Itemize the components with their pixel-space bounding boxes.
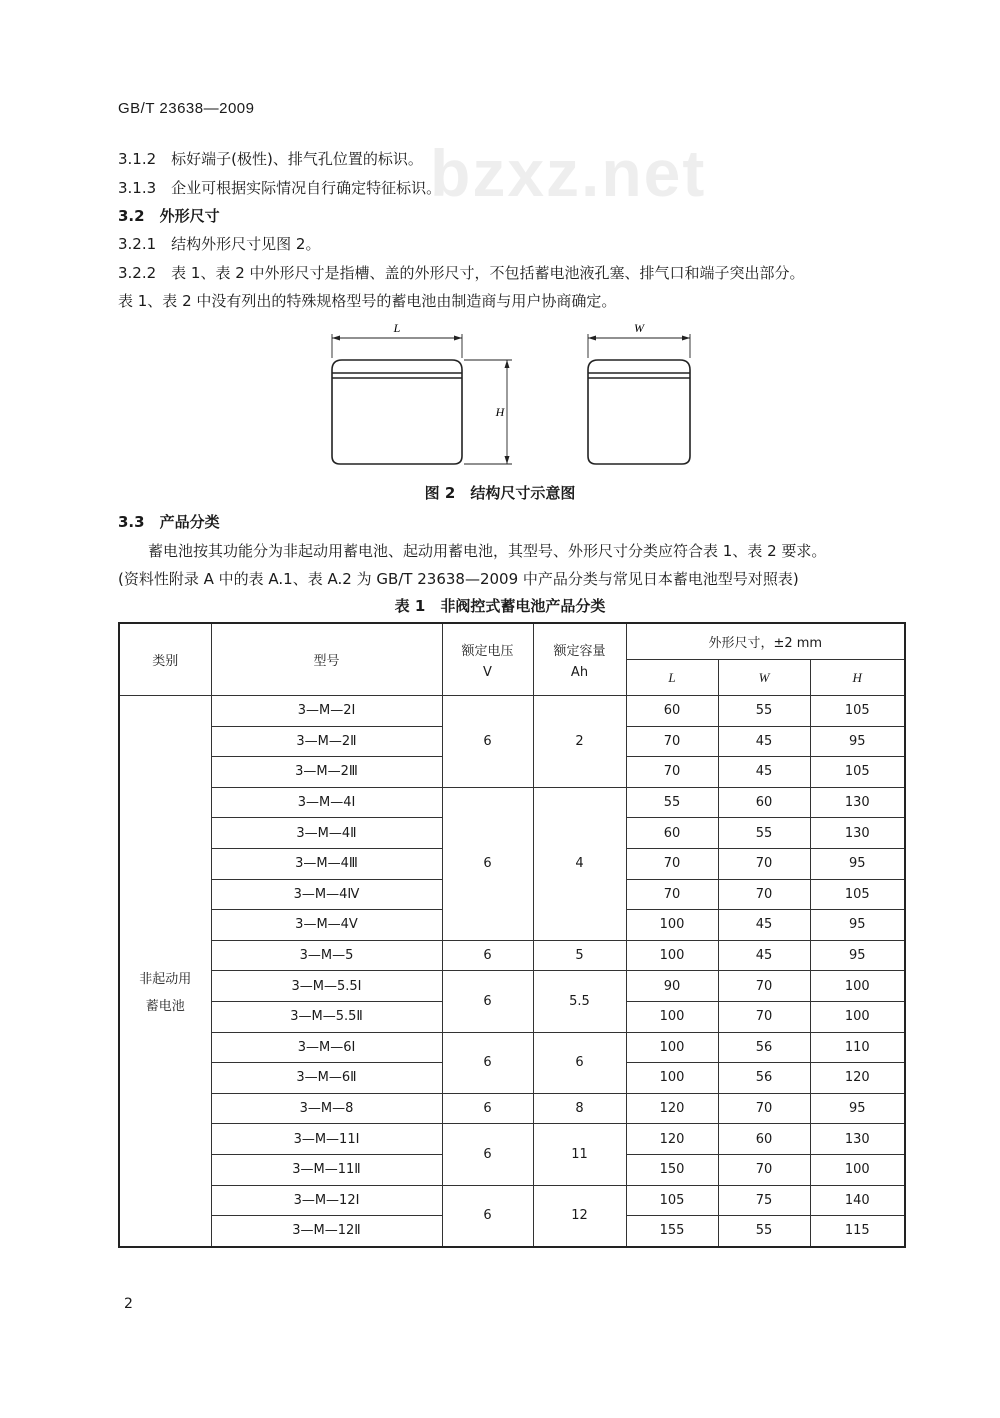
height-cell: 105 (810, 757, 905, 788)
height-cell: 115 (810, 1216, 905, 1247)
width-cell: 70 (718, 971, 810, 1002)
model-cell: 3—M—6Ⅰ (211, 1032, 442, 1063)
model-cell: 3—M—4Ⅴ (211, 910, 442, 941)
clause-3-1-3: 3.1.3 企业可根据实际情况自行确定特征标识。 (118, 179, 442, 197)
model-cell: 3—M—5.5Ⅱ (211, 1001, 442, 1032)
width-cell: 56 (718, 1032, 810, 1063)
length-cell: 120 (626, 1093, 718, 1124)
length-cell: 70 (626, 879, 718, 910)
width-cell: 55 (718, 818, 810, 849)
structure-dimension-diagram (300, 318, 720, 478)
width-cell: 70 (718, 879, 810, 910)
width-cell: 75 (718, 1185, 810, 1216)
height-cell: 140 (810, 1185, 905, 1216)
header-capacity-label: 额定容量 (553, 643, 606, 659)
width-cell: 55 (718, 696, 810, 727)
length-cell: 120 (626, 1124, 718, 1155)
capacity-cell: 2 (533, 696, 626, 788)
model-cell: 3—M—5.5Ⅰ (211, 971, 442, 1002)
height-cell: 105 (810, 879, 905, 910)
category-label-line-2: 蓄电池 (145, 998, 185, 1014)
length-cell: 70 (626, 848, 718, 879)
width-cell: 70 (718, 1001, 810, 1032)
clause-3-3-note: (资料性附录 A 中的表 A.1、表 A.2 为 GB/T 23638—2009 中产品分类与常见日本蓄电池型号对照表) (118, 570, 799, 588)
model-cell: 3—M—5 (211, 940, 442, 971)
clause-3-2-1: 3.2.1 结构外形尺寸见图 2。 (118, 235, 321, 253)
capacity-cell: 5.5 (533, 971, 626, 1032)
heading-3-2: 3.2 外形尺寸 (118, 207, 220, 225)
length-cell: 70 (626, 757, 718, 788)
watermark: bzxz.net (430, 136, 707, 210)
dimension-label-w: W (634, 321, 644, 335)
width-cell: 45 (718, 726, 810, 757)
length-cell: 100 (626, 910, 718, 941)
model-cell: 3—M—12Ⅰ (211, 1185, 442, 1216)
voltage-cell: 6 (442, 1185, 533, 1247)
length-cell: 105 (626, 1185, 718, 1216)
length-cell: 90 (626, 971, 718, 1002)
model-cell: 3—M—2Ⅱ (211, 726, 442, 757)
capacity-cell: 8 (533, 1093, 626, 1124)
capacity-cell: 5 (533, 940, 626, 971)
capacity-cell: 11 (533, 1124, 626, 1185)
category-label-line-1: 非起动用 (139, 971, 192, 987)
model-cell: 3—M—2Ⅰ (211, 696, 442, 727)
clause-3-2-2-cont: 表 1、表 2 中没有列出的特殊规格型号的蓄电池由制造商与用户协商确定。 (118, 292, 617, 310)
height-cell: 110 (810, 1032, 905, 1063)
header-model: 型号 (211, 623, 442, 696)
voltage-cell: 6 (442, 971, 533, 1032)
heading-3-3: 3.3 产品分类 (118, 513, 220, 531)
battery-classification-table (118, 622, 906, 1248)
table-caption: 表 1 非阀控式蓄电池产品分类 (394, 597, 606, 615)
length-cell: 60 (626, 696, 718, 727)
header-category: 类别 (119, 623, 211, 696)
voltage-cell: 6 (442, 940, 533, 971)
length-cell: 55 (626, 787, 718, 818)
length-cell: 100 (626, 1032, 718, 1063)
voltage-cell: 6 (442, 1124, 533, 1185)
length-cell: 100 (626, 940, 718, 971)
model-cell: 3—M—11Ⅱ (211, 1154, 442, 1185)
category-cell (119, 696, 211, 1247)
voltage-cell: 6 (442, 787, 533, 940)
dimension-label-h: H (495, 405, 505, 419)
width-cell: 56 (718, 1063, 810, 1094)
length-cell: 100 (626, 1001, 718, 1032)
width-cell: 60 (718, 787, 810, 818)
height-cell: 95 (810, 1093, 905, 1124)
table-row (119, 1124, 905, 1155)
header-voltage-label: 额定电压 (461, 643, 514, 659)
table-row (119, 1185, 905, 1216)
table-row (119, 696, 905, 727)
model-cell: 3—M—4Ⅰ (211, 787, 442, 818)
capacity-cell: 12 (533, 1185, 626, 1247)
width-cell: 45 (718, 940, 810, 971)
voltage-cell: 6 (442, 696, 533, 788)
model-cell: 3—M—8 (211, 1093, 442, 1124)
standard-number: GB/T 23638—2009 (118, 100, 255, 117)
dimension-label-l: L (393, 321, 401, 335)
width-cell: 70 (718, 1154, 810, 1185)
height-cell: 130 (810, 1124, 905, 1155)
header-capacity (533, 623, 626, 696)
model-cell: 3—M—4Ⅱ (211, 818, 442, 849)
clause-3-2-2: 3.2.2 表 1、表 2 中外形尺寸是指槽、盖的外形尺寸，不包括蓄电池液孔塞、排气口和端子突出部分。 (118, 264, 805, 282)
width-cell: 45 (718, 757, 810, 788)
model-cell: 3—M—11Ⅰ (211, 1124, 442, 1155)
height-cell: 130 (810, 787, 905, 818)
width-cell: 45 (718, 910, 810, 941)
header-h: H (810, 660, 905, 696)
table-row (119, 787, 905, 818)
clause-3-1-2: 3.1.2 标好端子(极性)、排气孔位置的标识。 (118, 150, 423, 168)
height-cell: 95 (810, 726, 905, 757)
length-cell: 70 (626, 726, 718, 757)
height-cell: 100 (810, 1001, 905, 1032)
header-dimensions: 外形尺寸，±2 mm (626, 623, 905, 660)
length-cell: 100 (626, 1063, 718, 1094)
model-cell: 3—M—12Ⅱ (211, 1216, 442, 1247)
width-cell: 70 (718, 1093, 810, 1124)
capacity-cell: 4 (533, 787, 626, 940)
height-cell: 100 (810, 971, 905, 1002)
height-cell: 95 (810, 940, 905, 971)
model-cell: 3—M—6Ⅱ (211, 1063, 442, 1094)
height-cell: 105 (810, 696, 905, 727)
table-row (119, 940, 905, 971)
length-cell: 150 (626, 1154, 718, 1185)
height-cell: 95 (810, 910, 905, 941)
capacity-cell: 6 (533, 1032, 626, 1093)
height-cell: 120 (810, 1063, 905, 1094)
header-l: L (626, 660, 718, 696)
clause-3-3-text: 蓄电池按其功能分为非起动用蓄电池、起动用蓄电池，其型号、外形尺寸分类应符合表 1、表 2 要求。 (148, 542, 827, 560)
header-voltage (442, 623, 533, 696)
width-cell: 55 (718, 1216, 810, 1247)
width-cell: 60 (718, 1124, 810, 1155)
length-cell: 155 (626, 1216, 718, 1247)
model-cell: 3—M—4Ⅳ (211, 879, 442, 910)
header-w: W (718, 660, 810, 696)
height-cell: 100 (810, 1154, 905, 1185)
voltage-cell: 6 (442, 1032, 533, 1093)
table-row (119, 1032, 905, 1063)
header-capacity-unit: Ah (570, 664, 589, 680)
voltage-cell: 6 (442, 1093, 533, 1124)
figure-caption: 图 2 结构尺寸示意图 (424, 484, 576, 502)
height-cell: 95 (810, 848, 905, 879)
height-cell: 130 (810, 818, 905, 849)
page-number: 2 (124, 1296, 133, 1312)
table-row (119, 1093, 905, 1124)
model-cell: 3—M—4Ⅲ (211, 848, 442, 879)
width-cell: 70 (718, 848, 810, 879)
header-voltage-unit: V (483, 664, 492, 680)
model-cell: 3—M—2Ⅲ (211, 757, 442, 788)
table-row (119, 971, 905, 1002)
length-cell: 60 (626, 818, 718, 849)
